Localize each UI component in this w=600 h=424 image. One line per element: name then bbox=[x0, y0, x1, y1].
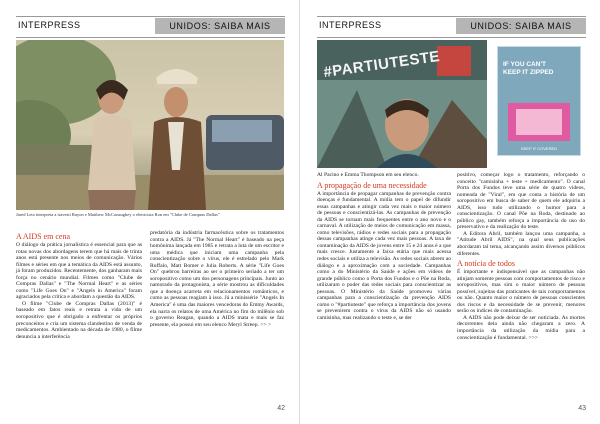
right-page bbox=[301, 0, 600, 424]
book-cover-image bbox=[497, 46, 581, 156]
section-tag: UNIDOS: SAIBA MAIS bbox=[456, 18, 586, 34]
left-column-1 bbox=[16, 230, 142, 340]
film-still-photo bbox=[16, 40, 284, 210]
section-tag: UNIDOS: SAIBA MAIS bbox=[155, 18, 285, 34]
brand-label: INTERPRESS bbox=[319, 20, 382, 30]
body-paragraph: predatória da indústria farmacêutica sobre os tratamentos contra a AIDS. Já "The Normal Heart" é baseado na peça homônima lançada em 1985 e retrata a luta de um escritor e uma médica que iniciam uma campanha pela conscientização sobre o vírus, ele é estrelado pelo Mark Ruffalo, Matt Bomer e Julia Roberts. A série "Life Goes On" quebrou barreiras ao ser o primeiro seriado a ter um soropositivo como um dos personagens principais. Junto ao namorado da protagonista, a série mostrou as dificuldades que a doença acarreta em relacionamentos românticos, e como as pessoas reagiam à isso. Já a minissérie "Angels In America" é uma das maiores vencedoras do Emmy Awards, ela narra os relatos de uma América no fim do milênio sob o governo Reagan, quando a AIDS mata e mais se faz presente, ela possui em seu elenco Meryl Streep. >> > bbox=[150, 230, 284, 328]
body-paragraph: O diálogo da prática jornalística é essencial para que as rotas novas dos abordagens terem que há mais de trinta anos está presente nos meios de comunicação. Vários filmes e séries em que a temática da AIDS está assunto, já foram produzidos. Recentemente, dos ganharam mais força no cenário mundial. Filmes como "Clube de Compras Dallas" e "The Normal Heart" e as séries como "Life Goes On" e "Angels in America" foram agraciados pela crítica e abordam a questão da AIDS. bbox=[16, 242, 142, 301]
page-number: 42 bbox=[277, 405, 285, 412]
section-heading: A notícia de todos bbox=[457, 259, 515, 269]
right-column-2 bbox=[457, 172, 585, 341]
book-subtitle: KEEP IT COVERED bbox=[520, 146, 558, 151]
body-paragraph: A Editora Abril, também lançou uma campanha, a "Atitude Abril AIDS", na qual seus publicações abordaram tal tema, alcançando assim diversos públicos diferentes. bbox=[457, 230, 585, 257]
page-header bbox=[317, 16, 586, 38]
campaign-poster-image bbox=[317, 40, 487, 168]
section-heading: A propagação de uma necessidade bbox=[317, 180, 427, 190]
left-column-2 bbox=[150, 230, 284, 328]
page-header bbox=[16, 16, 285, 38]
brand-label: INTERPRESS bbox=[18, 20, 81, 30]
body-paragraph: Al Pacino e Emma Thompson em seu elenco. bbox=[317, 172, 419, 178]
section-heading: A AIDS em cena bbox=[16, 232, 70, 241]
poster-hashtag: #PARTIUTESTE bbox=[322, 47, 442, 82]
book-title: IF YOU CAN'T KEEP IT ZIPPED bbox=[503, 61, 554, 76]
body-paragraph: É importante e indispensável que as campanhas não atinjam somente pessoas com comportamentos de risco e soropositivos, mas sim o maior número de pessoas possível, sujeitas das praticantes de tais comportamentos ou não. Quanto maior o número de pessoas conscientes dos riscos e da necessidade de se prevenir, menores serão os índices de contaminação. bbox=[457, 269, 585, 315]
body-paragraph: positivo, começar logo o tratamento, reforçando o conceito "camisinha + teste + medicamento". O canal Porta dos Fundos teve uma série de quatro vídeos, nomeada de "Viral", em que conta a história de um soropositivo em busca de saber de quem ele adquiriu a AIDS, isso tudo utilizando o humor para a conscientização. O canal Põe na Roda, destinado ao público gay, também reforça a importância do uso do preservativo e da realização do teste. bbox=[457, 172, 585, 231]
page-number: 43 bbox=[578, 405, 586, 412]
photo-caption: Jared Leto interpreta a travesti Rayon e Matthew McConaughey o eletricista Ron em "Clube de Compras Dallas" bbox=[16, 212, 220, 217]
body-paragraph: A importância de propagar campanhas de prevenção contra doenças é fundamental. A mídia tem o papel de difundir essas campanhas e atingir cada vez mais o maior número de pessoas e conscientizá-las. As campanhas de prevenção da AIDS se tornam mais frequentes entre o ano novo e o carnaval. A utilização de meios de comunicação em massa, como televisões, rádios e redes sociais para a propagação dessas campanhas atinge cada vez mais pessoas. A taxa de contaminação da AIDS de jovens entre 15 e 24 anos é a que mais cresce. Justamente a faixa etária que mais acessa redes sociais e utiliza a televisão. As redes sociais abrem ao diálogo e a aproximação com a sociedade. Campanhas como a do Ministério da Saúde e ações em vídeos de grande público como o Porta dos Fundos e o Põe na Roda, utilizaram o poder das redes sociais para conscientizar as pessoas. O Ministério da Saúde promoveu várias campanhas para a conscientização da prevenção AIDS como o "#partiuteste" que reforça a importância dos jovens se prevenirem contra o vírus da AIDS não só usando camisinha, mas realizando o teste e, se der bbox=[317, 190, 451, 321]
right-column-1 bbox=[317, 172, 451, 321]
body-paragraph: O filme "Clube de Compras Dallas (2013)" é baseado em fatos reais e retrata a vida de um soropositivo que é obrigado a enfrentar os próprios preconceitos e cria um sistema clandestino de venda de medicamentos. Ambientado na década de 1980, o filme denuncia a interferência bbox=[16, 300, 142, 340]
body-paragraph: A AIDS não pode deixar de ser noticiada. As mortes decorrentes dela ainda não chegaram a zero. A importância da utilização da mídia para a conscientização é fundamental. >>> bbox=[457, 314, 585, 341]
